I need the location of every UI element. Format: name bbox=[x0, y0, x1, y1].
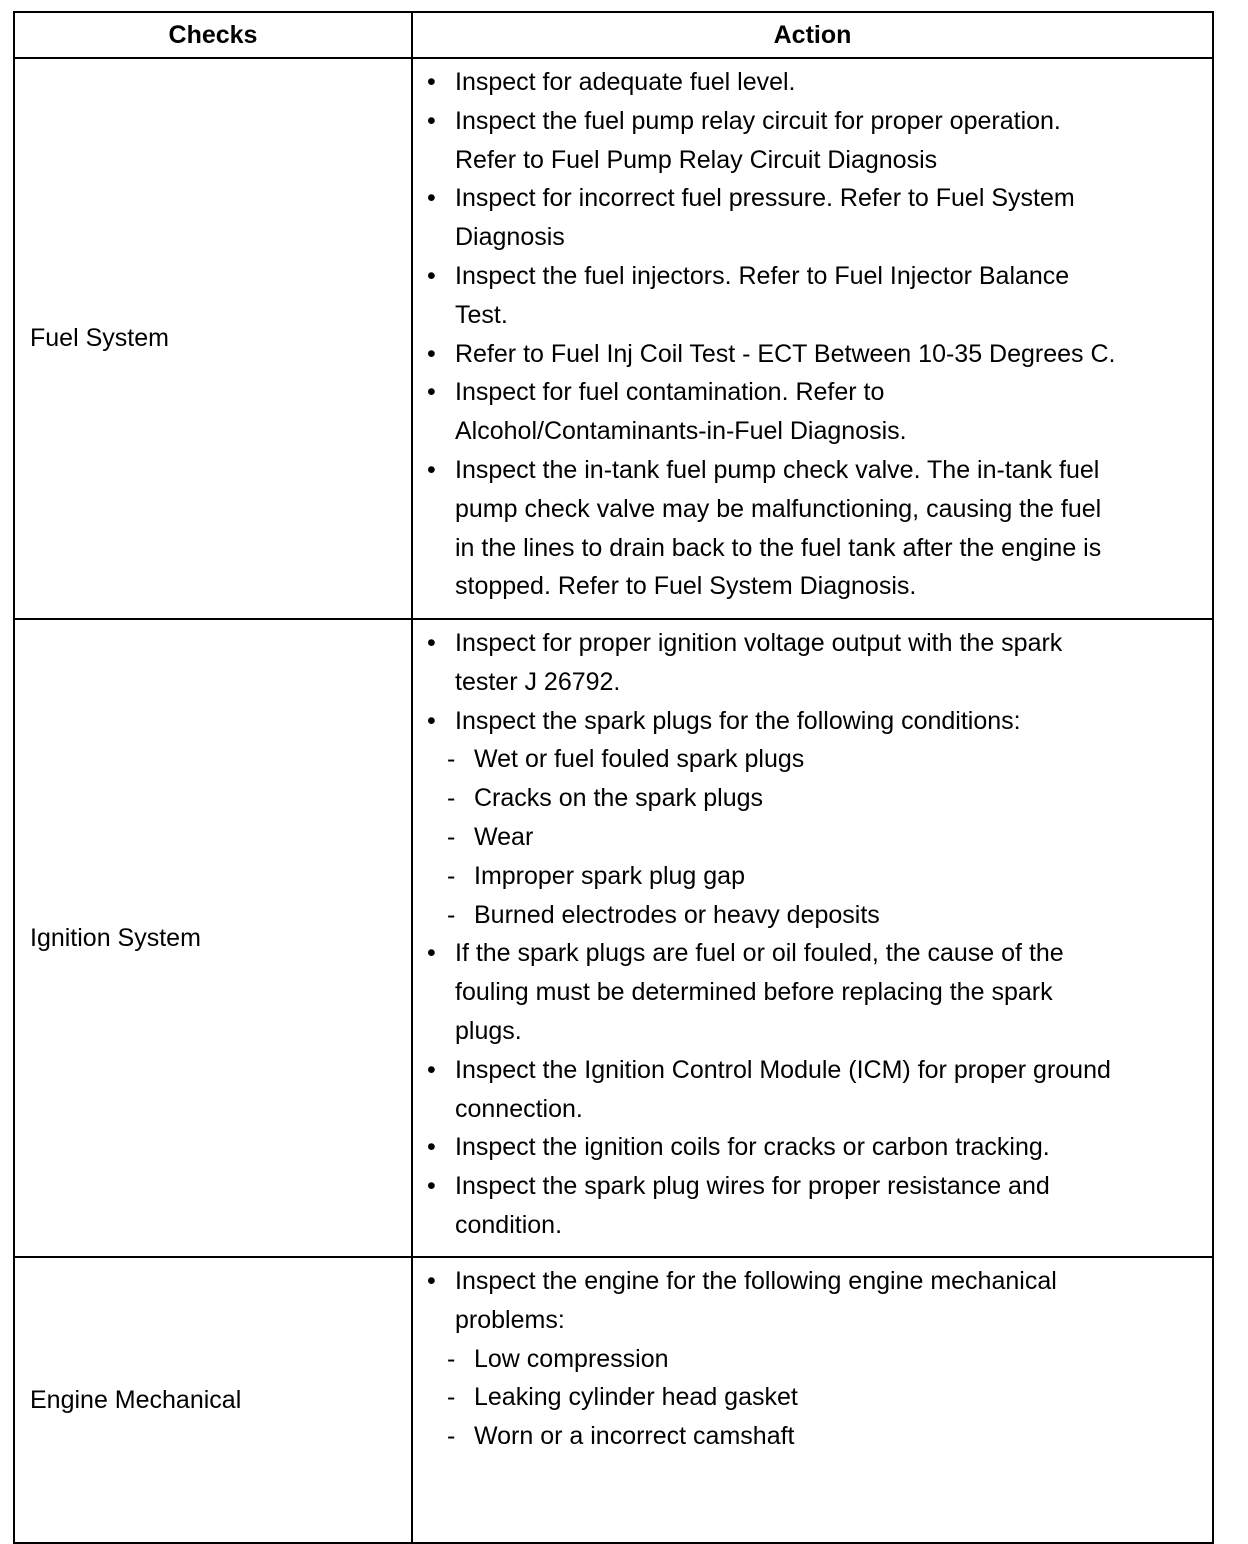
sub-list-item bbox=[427, 779, 1202, 818]
sub-list-item bbox=[427, 896, 1202, 935]
action-bullet-continuation bbox=[427, 567, 1202, 606]
action-text: Inspect the in-tank fuel pump check valve. The in-tank fuel bbox=[455, 455, 1100, 484]
bullet-icon: • bbox=[427, 184, 436, 213]
sub-list-item bbox=[427, 740, 1202, 779]
dash-icon: - bbox=[447, 822, 456, 851]
check-cell: Ignition System bbox=[14, 619, 412, 1257]
dash-icon: - bbox=[447, 745, 456, 774]
sub-item-text: Wet or fuel fouled spark plugs bbox=[474, 745, 805, 774]
action-bullet-continuation bbox=[427, 973, 1202, 1012]
action-text: problems: bbox=[455, 1305, 565, 1334]
bullet-icon: • bbox=[427, 1133, 436, 1162]
action-bullet-item bbox=[427, 934, 1202, 973]
ignition-system-row bbox=[14, 619, 1213, 1257]
action-cell bbox=[412, 619, 1213, 1257]
action-bullet-item bbox=[427, 373, 1202, 412]
action-text: fouling must be determined before replacing the spark bbox=[455, 978, 1053, 1007]
action-text: Inspect for proper ignition voltage output with the spark bbox=[455, 629, 1063, 657]
action-text: plugs. bbox=[455, 1016, 522, 1045]
sub-list-item bbox=[427, 1340, 1202, 1379]
dash-icon: - bbox=[447, 1422, 456, 1451]
action-text: in the lines to drain back to the fuel tank after the engine is bbox=[455, 533, 1102, 562]
action-text: If the spark plugs are fuel or oil fouled, the cause of the bbox=[455, 939, 1064, 968]
action-text: Inspect the fuel injectors. Refer to Fuel Injector Balance bbox=[455, 261, 1070, 290]
action-bullet-item bbox=[427, 335, 1202, 374]
checks-header: Checks bbox=[14, 12, 412, 58]
dash-icon: - bbox=[447, 784, 456, 813]
action-text: Inspect the spark plug wires for proper resistance and bbox=[455, 1172, 1050, 1201]
action-text: pump check valve may be malfunctioning, causing the fuel bbox=[455, 494, 1102, 523]
sub-item-text: Burned electrodes or heavy deposits bbox=[474, 900, 880, 929]
action-list bbox=[427, 1262, 1202, 1456]
bullet-icon: • bbox=[427, 629, 436, 657]
action-bullet-continuation bbox=[427, 296, 1202, 335]
sub-item-text: Low compression bbox=[474, 1344, 669, 1373]
action-bullet-item bbox=[427, 1128, 1202, 1167]
action-text: Inspect for incorrect fuel pressure. Refer to Fuel System bbox=[455, 184, 1075, 213]
action-text: Diagnosis bbox=[455, 223, 565, 252]
action-text: Test. bbox=[455, 300, 508, 329]
action-bullet-continuation bbox=[427, 218, 1202, 257]
action-text: condition. bbox=[455, 1210, 563, 1239]
action-bullet-item bbox=[427, 102, 1202, 141]
bullet-icon: • bbox=[427, 339, 436, 368]
checks-action-table bbox=[13, 11, 1214, 1544]
check-cell: Engine Mechanical bbox=[14, 1257, 412, 1543]
bullet-icon: • bbox=[427, 1055, 436, 1084]
action-bullet-continuation bbox=[427, 412, 1202, 451]
action-bullet-continuation bbox=[427, 1206, 1202, 1245]
sub-list-item bbox=[427, 857, 1202, 896]
action-text: Inspect the fuel pump relay circuit for proper operation. bbox=[455, 106, 1061, 135]
action-text: Inspect the Ignition Control Module (ICM) for proper ground bbox=[455, 1055, 1111, 1084]
action-text: stopped. Refer to Fuel System Diagnosis. bbox=[455, 572, 917, 601]
table-body bbox=[14, 58, 1213, 1543]
dash-icon: - bbox=[447, 1344, 456, 1373]
action-bullet-continuation bbox=[427, 529, 1202, 568]
action-text: Inspect for fuel contamination. Refer to bbox=[455, 378, 885, 407]
action-text: connection. bbox=[455, 1094, 583, 1123]
action-bullet-item bbox=[427, 624, 1202, 663]
action-text: Refer to Fuel Inj Coil Test - ECT Between 10-35 Degrees C. bbox=[455, 339, 1116, 368]
bullet-icon: • bbox=[427, 939, 436, 968]
check-cell: Fuel System bbox=[14, 58, 412, 619]
action-text: Inspect the spark plugs for the following conditions: bbox=[455, 706, 1021, 735]
action-bullet-continuation bbox=[427, 1012, 1202, 1051]
dash-icon: - bbox=[447, 861, 456, 890]
action-bullet-continuation bbox=[427, 1301, 1202, 1340]
action-bullet-item bbox=[427, 179, 1202, 218]
action-cell bbox=[412, 58, 1213, 619]
action-list bbox=[427, 63, 1202, 606]
bullet-icon: • bbox=[427, 106, 436, 135]
action-bullet-item bbox=[427, 1051, 1202, 1090]
sub-list-item bbox=[427, 1417, 1202, 1456]
bullet-icon: • bbox=[427, 1172, 436, 1201]
action-text: Inspect for adequate fuel level. bbox=[455, 68, 796, 96]
action-bullet-continuation bbox=[427, 663, 1202, 702]
sub-item-text: Wear bbox=[474, 822, 534, 851]
sub-item-text: Cracks on the spark plugs bbox=[474, 784, 764, 813]
action-text: Inspect the ignition coils for cracks or carbon tracking. bbox=[455, 1133, 1050, 1162]
action-text: Refer to Fuel Pump Relay Circuit Diagnosis bbox=[455, 145, 938, 174]
dash-icon: - bbox=[447, 900, 456, 929]
action-bullet-item bbox=[427, 63, 1202, 102]
action-cell bbox=[412, 1257, 1213, 1543]
bullet-icon: • bbox=[427, 455, 436, 484]
action-text: tester J 26792. bbox=[455, 667, 621, 696]
bullet-icon: • bbox=[427, 1267, 436, 1295]
action-bullet-item bbox=[427, 1167, 1202, 1206]
bullet-icon: • bbox=[427, 706, 436, 735]
sub-item-text: Improper spark plug gap bbox=[474, 861, 745, 890]
action-bullet-continuation bbox=[427, 490, 1202, 529]
action-text: Alcohol/Contaminants-in-Fuel Diagnosis. bbox=[455, 417, 907, 446]
sub-list-item bbox=[427, 818, 1202, 857]
action-bullet-item bbox=[427, 257, 1202, 296]
sub-item-text: Leaking cylinder head gasket bbox=[474, 1383, 798, 1412]
action-bullet-item bbox=[427, 1262, 1202, 1301]
sub-item-text: Worn or a incorrect camshaft bbox=[474, 1422, 795, 1451]
action-header: Action bbox=[412, 12, 1213, 58]
header-row bbox=[14, 12, 1213, 58]
action-bullet-item bbox=[427, 451, 1202, 490]
bullet-icon: • bbox=[427, 261, 436, 290]
action-bullet-item bbox=[427, 702, 1202, 741]
action-text: Inspect the engine for the following engine mechanical bbox=[455, 1267, 1057, 1295]
bullet-icon: • bbox=[427, 378, 436, 407]
action-list bbox=[427, 624, 1202, 1245]
action-bullet-continuation bbox=[427, 1090, 1202, 1129]
dash-icon: - bbox=[447, 1383, 456, 1412]
action-bullet-continuation bbox=[427, 141, 1202, 180]
bullet-icon: • bbox=[427, 68, 436, 96]
fuel-system-row bbox=[14, 58, 1213, 619]
engine-mechanical-row bbox=[14, 1257, 1213, 1543]
sub-list-item bbox=[427, 1378, 1202, 1417]
